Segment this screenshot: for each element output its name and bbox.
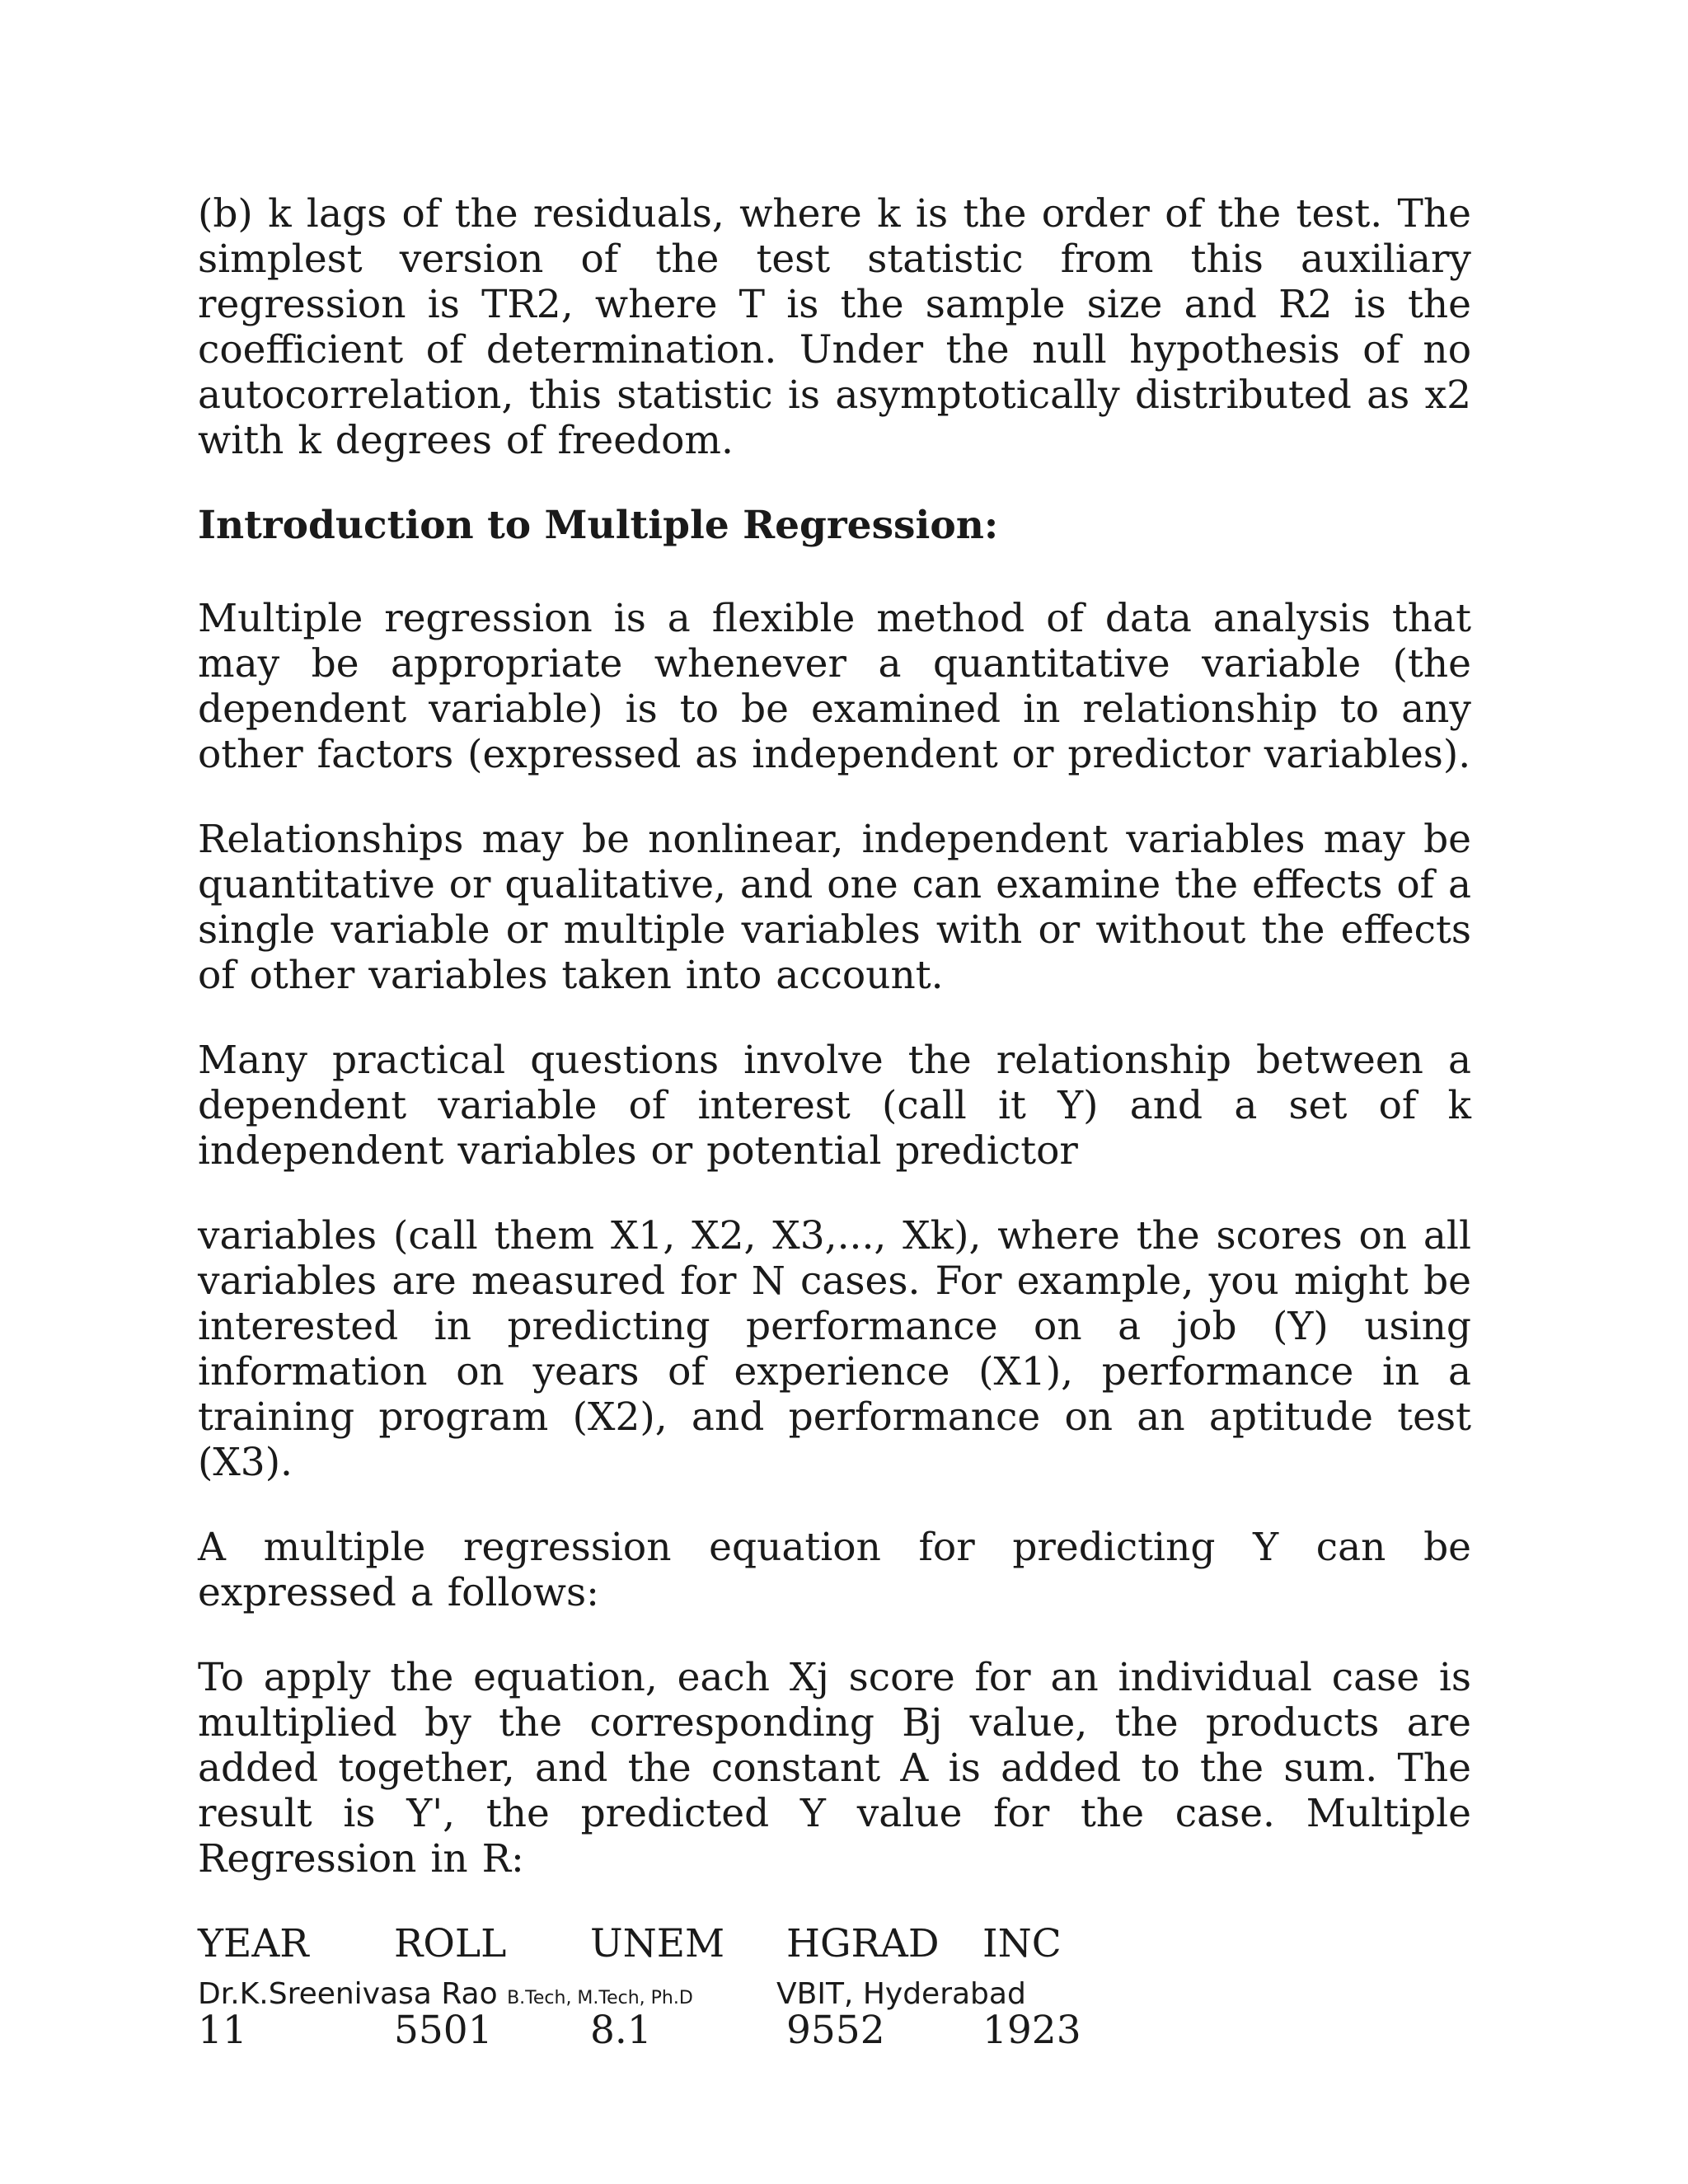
table-header-cell: YEAR [198,1921,309,1966]
table-header-cell: INC [982,1921,1062,1966]
footer-author-degrees: B.Tech, M.Tech, Ph.D [507,1988,693,2008]
data-table-header-row [198,1921,1471,1966]
table-cell: 9552 [786,2008,885,2053]
footer-author [198,1976,693,2017]
footer-author-name: Dr.K.Sreenivasa Rao [198,1977,498,2011]
table-header-cell: HGRAD [786,1921,940,1966]
paragraph-relationships: Relationships may be nonlinear, independent variables may be quantitative or qualitative, and one can examine the effects of a single variable or multiple variables with or without the effects of other variables taken into account. [198,817,1471,998]
table-cell: 5501 [394,2008,493,2053]
footer-institution: VBIT, Hyderabad [776,1977,1026,2011]
table-cell: 1923 [982,2008,1081,2053]
table-header-cell: UNEM [590,1921,725,1966]
table-cell: 11 [198,2008,247,2053]
paragraph-practical-questions: Many practical questions involve the relationship between a dependent variable of interest (call it Y) and a set of k independent variables or potential predictor [198,1038,1471,1174]
section-heading: Introduction to Multiple Regression: [198,503,999,548]
table-header-cell: ROLL [394,1921,507,1966]
paragraph-apply-equation: To apply the equation, each Xj score for an individual case is multiplied by the corresponding Bj value, the products are added together, and the constant A is added to the sum. The result is Y', the predicted Y value for the case. Multiple Regression in R: [198,1655,1471,1882]
table-cell: 8.1 [590,2008,652,2053]
document-page [198,191,1471,2094]
paragraph-variables-example: variables (call them X1, X2, X3,..., Xk), where the scores on all variables are measured for N cases. For example, you might be interested in predicting performance on a job (Y) using information on years of experience (X1), performance in a training program (X2), and performance on an aptitude test (X3). [198,1213,1471,1485]
paragraph-residual-lags: (b) k lags of the residuals, where k is the order of the test. The simplest version of the test statistic from this auxiliary regression is TR2, where T is the sample size and R2 is the coefficient of determination. Under the null hypothesis of no autocorrelation, this statistic is asymptotically distributed as x2 with k degrees of freedom. [198,191,1471,463]
paragraph-equation-intro: A multiple regression equation for predicting Y can be expressed a follows: [198,1525,1471,1615]
page-footer [198,1976,1471,2017]
paragraph-multiple-regression-definition: Multiple regression is a flexible method of data analysis that may be appropriate whenever a quantitative variable (the dependent variable) is to be examined in relationship to any other factors (expressed as independent or predictor variables). [198,596,1471,777]
